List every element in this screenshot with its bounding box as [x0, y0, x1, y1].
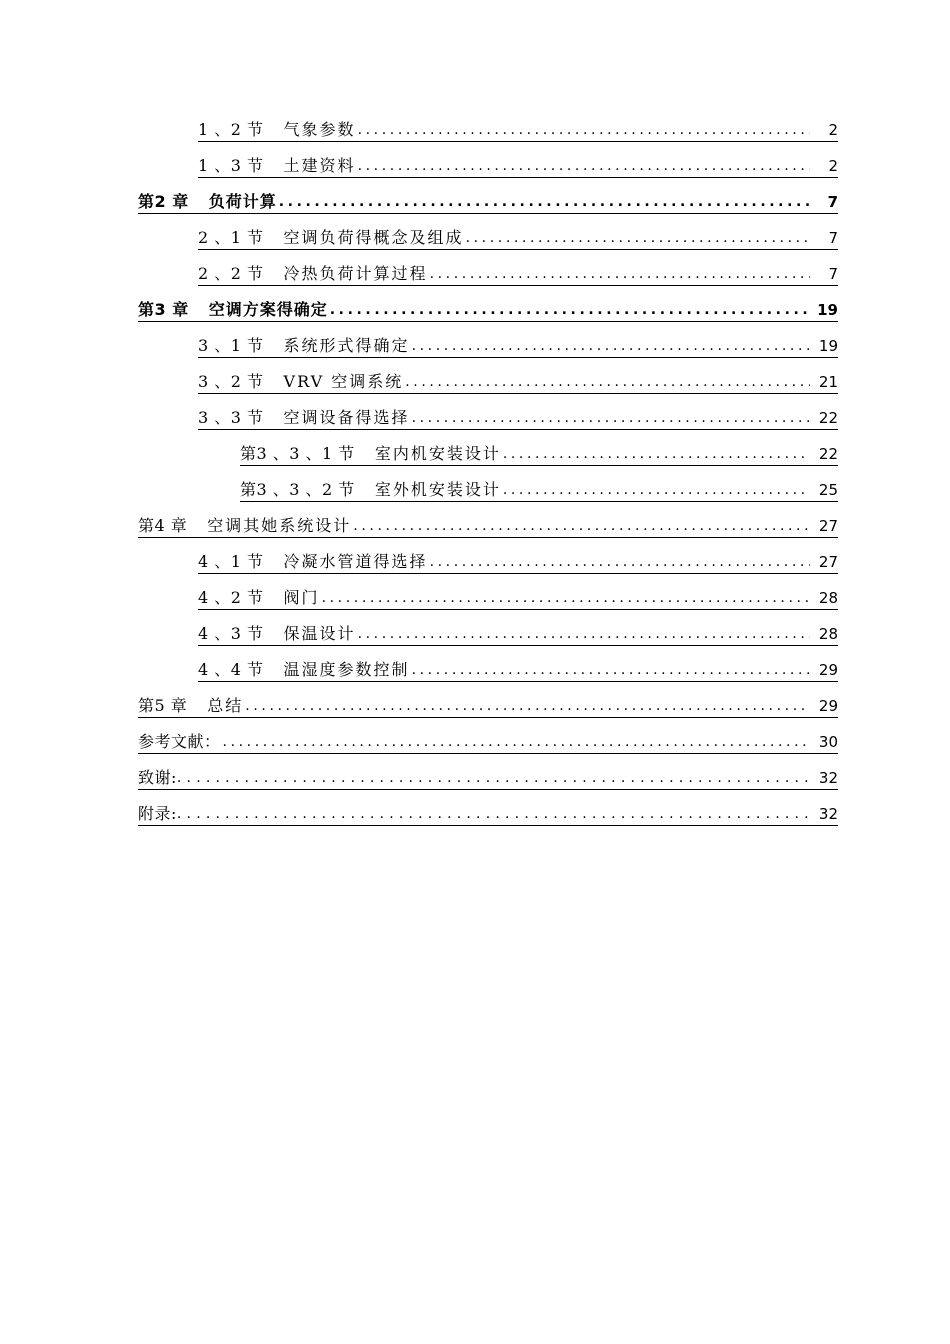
- toc-page-number: 27: [818, 517, 838, 535]
- toc-dot-leader: [412, 660, 810, 680]
- toc-dot-leader: [330, 300, 810, 320]
- toc-dot-leader: [223, 732, 810, 752]
- toc-entry-title: 系统形式得确定: [283, 336, 410, 355]
- toc-entry-number: 第2 章: [138, 192, 189, 211]
- toc-entry-number: 第5 章: [138, 696, 188, 715]
- toc-page-number: 29: [818, 661, 838, 679]
- toc-dot-leader: [322, 588, 810, 608]
- toc-entry-title: 室外机安装设计: [374, 480, 501, 499]
- toc-entry-number: 3 、2 节: [198, 372, 264, 391]
- toc-entry-number: 2 、2 节: [198, 264, 264, 283]
- toc-entry-number: 第3 、3 、1 节: [240, 444, 355, 463]
- toc-entry-number: 致谢:: [138, 768, 177, 787]
- toc-page-number: 25: [818, 481, 838, 499]
- toc-entry-title: 空调方案得确定: [208, 300, 328, 319]
- toc-dot-leader: [177, 804, 810, 824]
- toc-dot-leader: [412, 408, 810, 428]
- toc-entry-number: 第4 章: [138, 516, 188, 535]
- toc-dot-leader: [279, 192, 810, 212]
- toc-entry-2-2[interactable]: [198, 260, 838, 286]
- toc-page-number: 32: [818, 805, 838, 823]
- toc-entry-title: 阀门: [283, 588, 320, 607]
- toc-entry-title: 空调其她系统设计: [207, 516, 352, 535]
- toc-page-number: 22: [818, 409, 838, 427]
- toc-entry-number: 1 、2 节: [198, 120, 264, 139]
- toc-entry-number: 附录:: [138, 804, 177, 823]
- toc-dot-leader: [430, 264, 810, 284]
- toc-dot-leader: [503, 444, 810, 464]
- toc-entry-number: 4 、3 节: [198, 624, 264, 643]
- toc-entry-references[interactable]: [138, 728, 838, 754]
- toc-dot-leader: [353, 516, 810, 536]
- toc-entry-title: 保温设计: [283, 624, 356, 643]
- toc-entry-number: 第3 章: [138, 300, 189, 319]
- toc-entry-4-2[interactable]: [198, 584, 838, 610]
- toc-entry-1-2[interactable]: [198, 116, 838, 142]
- toc-entry-number: 第3 、3 、2 节: [240, 480, 355, 499]
- toc-entry-number: 4 、1 节: [198, 552, 264, 571]
- toc-page-number: 19: [817, 301, 838, 319]
- toc-page-number: 19: [818, 337, 838, 355]
- toc-dot-leader: [358, 624, 810, 644]
- toc-entry-number: 4 、4 节: [198, 660, 264, 679]
- toc-entry-4-1[interactable]: [198, 548, 838, 574]
- toc-entry-title: 土建资料: [283, 156, 356, 175]
- toc-page-number: 2: [828, 157, 838, 175]
- toc-dot-leader: [466, 228, 810, 248]
- toc-entry-4-3[interactable]: [198, 620, 838, 646]
- toc-entry-number: 3 、3 节: [198, 408, 264, 427]
- toc-page-number: 28: [818, 589, 838, 607]
- toc-dot-leader: [405, 372, 810, 392]
- toc-entry-appendix[interactable]: [138, 800, 838, 826]
- toc-page-number: 7: [827, 193, 838, 211]
- toc-dot-leader: [430, 552, 810, 572]
- toc-entry-title: 室内机安装设计: [374, 444, 501, 463]
- toc-dot-leader: [177, 768, 810, 788]
- toc-page-number: 7: [828, 229, 838, 247]
- toc-page-number: 7: [828, 265, 838, 283]
- toc-entry-title: 负荷计算: [208, 192, 277, 211]
- toc-entry-acknowledgements[interactable]: [138, 764, 838, 790]
- toc-page-number: 30: [818, 733, 838, 751]
- toc-dot-leader: [358, 120, 810, 140]
- toc-page-number: 2: [828, 121, 838, 139]
- toc-entry-title: 气象参数: [283, 120, 356, 139]
- toc-dot-leader: [245, 696, 810, 716]
- toc-entry-4-4[interactable]: [198, 656, 838, 682]
- toc-entry-number: 2 、1 节: [198, 228, 264, 247]
- toc-entry-chapter-2[interactable]: [138, 188, 838, 214]
- toc-entry-title: 空调负荷得概念及组成: [283, 228, 464, 247]
- toc-page-number: 21: [818, 373, 838, 391]
- toc-dot-leader: [358, 156, 810, 176]
- toc-entry-chapter-5[interactable]: [138, 692, 838, 718]
- toc-entry-number: 3 、1 节: [198, 336, 264, 355]
- toc-dot-leader: [412, 336, 810, 356]
- toc-page-number: 32: [818, 769, 838, 787]
- toc-entry-number: 参考文献：: [138, 732, 221, 751]
- toc-entry-3-3-2[interactable]: [240, 476, 838, 502]
- toc-entry-number: 1 、3 节: [198, 156, 264, 175]
- toc-entry-chapter-3[interactable]: [138, 296, 838, 322]
- toc-page-number: 22: [818, 445, 838, 463]
- toc-entry-3-3-1[interactable]: [240, 440, 838, 466]
- toc-entry-chapter-4[interactable]: [138, 512, 838, 538]
- toc-page-number: 29: [818, 697, 838, 715]
- toc-dot-leader: [503, 480, 810, 500]
- toc-entry-title: VRV 空调系统: [283, 372, 404, 391]
- toc-page-number: 27: [818, 553, 838, 571]
- toc-entry-title: 总结: [207, 696, 244, 715]
- toc-entry-title: 冷凝水管道得选择: [283, 552, 428, 571]
- toc-entry-1-3[interactable]: [198, 152, 838, 178]
- toc-entry-3-1[interactable]: [198, 332, 838, 358]
- toc-page-number: 28: [818, 625, 838, 643]
- toc-entry-number: 4 、2 节: [198, 588, 264, 607]
- toc-entry-title: 冷热负荷计算过程: [283, 264, 428, 283]
- toc-entry-3-3[interactable]: [198, 404, 838, 430]
- toc-entry-2-1[interactable]: [198, 224, 838, 250]
- toc-entry-title: 空调设备得选择: [283, 408, 410, 427]
- toc-entry-title: 温湿度参数控制: [283, 660, 410, 679]
- toc-entry-3-2[interactable]: [198, 368, 838, 394]
